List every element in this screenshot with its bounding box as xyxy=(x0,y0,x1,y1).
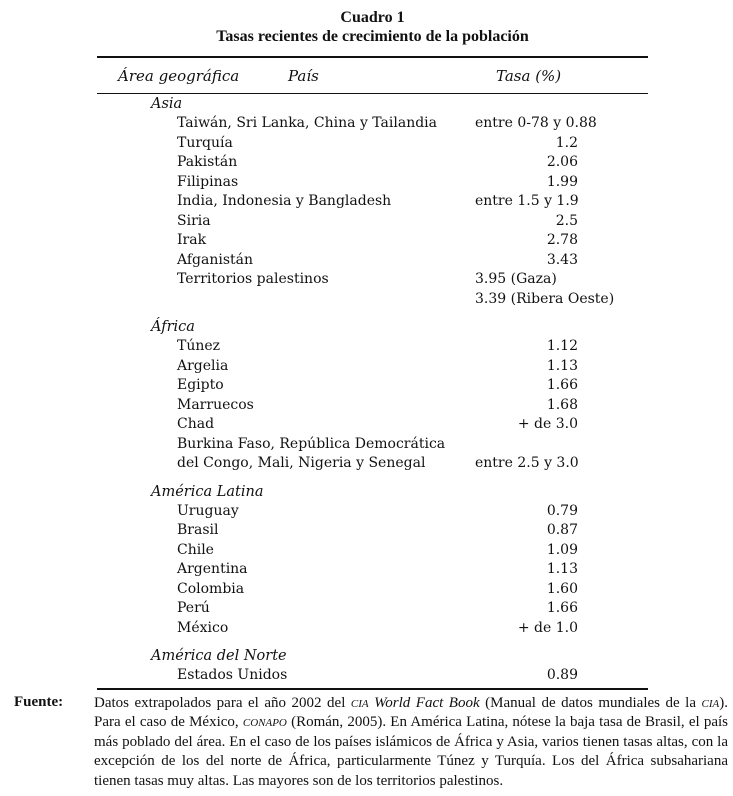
country-name: Taiwán, Sri Lanka, China y Tailandia xyxy=(177,115,438,131)
source-note xyxy=(94,694,728,791)
growth-rate: entre 0-78 y 0.88 xyxy=(475,115,597,131)
table-row xyxy=(0,114,733,134)
growth-rate: entre 1.5 y 1.9 xyxy=(475,193,579,209)
growth-rate: 1.99 xyxy=(546,173,578,190)
table-row xyxy=(0,454,733,474)
source-abbr: cia xyxy=(350,695,369,711)
table-row xyxy=(0,521,733,541)
bottom-rule xyxy=(97,688,648,690)
growth-rate: 1.09 xyxy=(546,541,578,558)
growth-rate: 0.89 xyxy=(546,667,578,683)
table-row xyxy=(0,212,733,232)
region-heading: Asia xyxy=(151,96,183,112)
country-name: Argelia xyxy=(177,357,229,374)
table-row xyxy=(0,396,733,416)
country-name: Afganistán xyxy=(177,251,254,268)
source-abbr: cia xyxy=(701,695,720,711)
table-row xyxy=(0,290,733,310)
table-row xyxy=(0,619,733,639)
table-row xyxy=(0,173,733,193)
region-heading: América del Norte xyxy=(151,648,287,664)
table-row xyxy=(0,376,733,396)
country-name: Egipto xyxy=(177,377,224,393)
source-text: (Manual de datos mundiales de la xyxy=(479,695,702,711)
country-name: Turquía xyxy=(177,134,233,151)
country-name: México xyxy=(177,619,229,636)
country-name: Chile xyxy=(177,541,214,558)
table-row xyxy=(0,666,733,686)
header-area: Área geográfica xyxy=(118,67,240,85)
table-row xyxy=(0,435,733,455)
source-abbr: conapo xyxy=(242,714,287,731)
region-heading: África xyxy=(151,319,195,335)
growth-rate: 1.60 xyxy=(546,580,578,597)
table-row xyxy=(0,541,733,561)
country-name: Perú xyxy=(177,600,210,616)
growth-rate: 1.66 xyxy=(546,377,578,393)
top-rule xyxy=(97,56,648,58)
growth-rate: + de 3.0 xyxy=(517,416,578,432)
country-name: India, Indonesia y Bangladesh xyxy=(177,193,392,209)
growth-rate: 3.95 (Gaza) xyxy=(475,271,557,287)
country-name: del Congo, Mali, Nigeria y Senegal xyxy=(177,455,426,471)
growth-rate: 2.06 xyxy=(546,154,578,170)
country-name: Burkina Faso, República Democrática xyxy=(177,435,446,452)
growth-rate: 3.39 (Ribera Oeste) xyxy=(475,290,615,307)
table-row xyxy=(0,560,733,580)
source-text: ). Para el caso de México, xyxy=(94,695,729,731)
growth-rate: 0.87 xyxy=(546,522,578,538)
table-row xyxy=(0,231,733,251)
source-book-title: World Fact Book xyxy=(374,695,480,711)
country-name: Estados Unidos xyxy=(177,667,288,683)
growth-rate: + de 1.0 xyxy=(517,619,578,636)
growth-rate: 1.68 xyxy=(546,396,578,413)
growth-rate: 1.13 xyxy=(546,357,578,374)
table-row xyxy=(0,337,733,357)
table-body xyxy=(0,94,733,686)
table-title: Tasas recientes de crecimiento de la población xyxy=(216,28,529,45)
source-text: (Román, 2005). En América Latina, nótese la baja tasa de Brasil, el país más poblado del área. En el caso de los países islámicos de África y Asia, varios tienen tasas altas, con la excepción de los del norte de África, particularmente Túnez y Turquía. Los del África subsahariana tienen tasas muy altas. Las mayores son de los territorios palestinos. xyxy=(94,714,729,789)
growth-rate: 2.5 xyxy=(555,212,578,229)
growth-rate: 1.66 xyxy=(546,600,578,616)
table-row xyxy=(0,192,733,212)
header-rate: Tasa (%) xyxy=(496,67,562,85)
country-name: Chad xyxy=(177,416,215,432)
table-row xyxy=(0,599,733,619)
source-label: Fuente: xyxy=(14,694,64,710)
table-row xyxy=(0,502,733,522)
growth-rate: 0.79 xyxy=(546,502,578,519)
table-row xyxy=(0,415,733,435)
header-country: País xyxy=(288,67,319,85)
growth-rate: 1.13 xyxy=(546,561,578,577)
table-row xyxy=(0,134,733,154)
country-name: Irak xyxy=(177,232,207,248)
country-name: Uruguay xyxy=(177,502,239,519)
country-name: Túnez xyxy=(177,338,221,354)
country-name: Marruecos xyxy=(177,396,254,413)
country-name: Colombia xyxy=(177,580,245,597)
source-text: Datos extrapolados para el año 2002 del xyxy=(94,695,351,711)
country-name: Argentina xyxy=(177,561,248,577)
country-name: Brasil xyxy=(177,522,219,538)
country-name: Pakistán xyxy=(177,154,238,170)
growth-rate: 1.12 xyxy=(546,338,578,354)
table-number: Cuadro 1 xyxy=(340,9,405,26)
growth-rate: entre 2.5 y 3.0 xyxy=(475,455,579,471)
country-name: Territorios palestinos xyxy=(177,271,329,287)
growth-rate: 1.2 xyxy=(555,134,578,151)
table-row xyxy=(0,357,733,377)
table-row xyxy=(0,251,733,271)
growth-rate: 2.78 xyxy=(546,232,578,248)
country-name: Siria xyxy=(177,212,211,229)
country-name: Filipinas xyxy=(177,173,239,190)
table-row xyxy=(0,153,733,173)
table-row xyxy=(0,580,733,600)
table-row xyxy=(0,270,733,290)
growth-rate: 3.43 xyxy=(546,251,578,268)
region-heading: América Latina xyxy=(151,483,264,500)
